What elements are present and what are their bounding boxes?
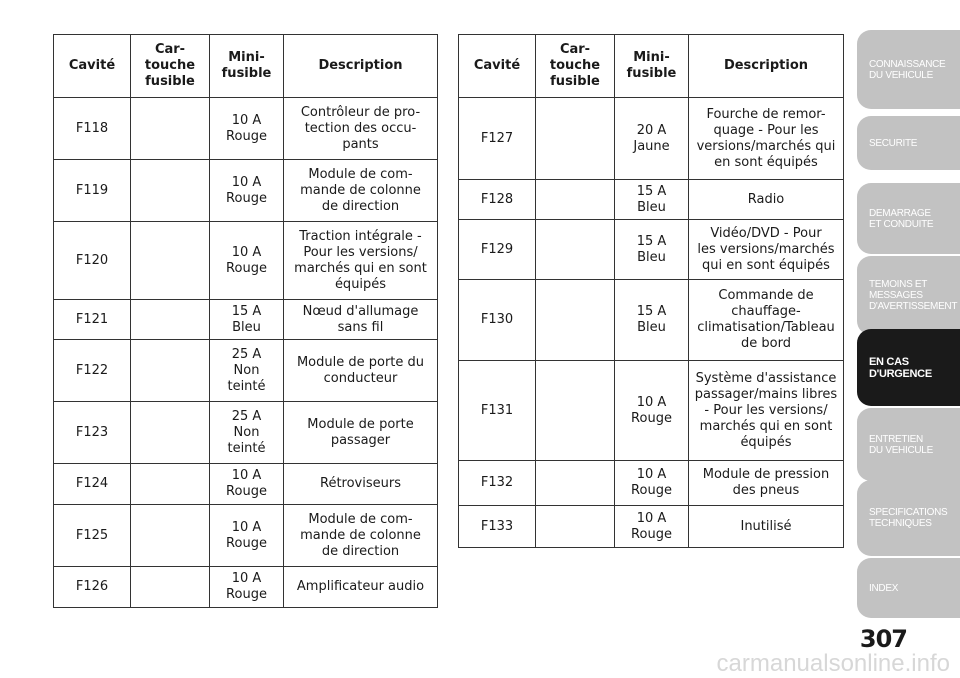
chapter-tabs: [857, 0, 960, 678]
cell-mini-fusible: [210, 160, 284, 222]
cell-car-touche: [131, 505, 210, 567]
cell-line: 10 A: [231, 244, 262, 260]
cell-line: de direction: [321, 543, 400, 559]
cell-line: fusible: [626, 66, 677, 81]
chapter-tab-label: INDEX: [869, 582, 899, 594]
cell-car-touche: [131, 160, 210, 222]
cell-line: Amplificateur audio: [296, 579, 425, 594]
cell-line: 15 A: [636, 304, 667, 319]
cell-description: [689, 220, 844, 280]
cell-car-touche: [536, 280, 615, 361]
cell-line: Vidéo/DVD - Pour: [710, 225, 822, 241]
cell-description: [689, 461, 844, 506]
table-row: [459, 280, 844, 361]
cell-mini-fusible: [615, 361, 689, 461]
chapter-tab-label: TECHNIQUES: [869, 518, 932, 529]
cell-line: tection des occu-: [304, 120, 417, 136]
cell-line: teinté: [227, 440, 266, 456]
cell-description: [284, 222, 438, 300]
cell-line: Fourche de remor-: [706, 106, 826, 122]
cell-line: Traction intégrale -: [299, 228, 422, 244]
chapter-tab-label: DU VEHICULE: [869, 69, 933, 81]
table-row: [54, 340, 438, 402]
cell-line: Rouge: [631, 483, 672, 498]
cell-description: [689, 280, 844, 361]
header-description: Description: [284, 35, 438, 98]
cell-line: fusible: [550, 74, 600, 89]
chapter-tab-label: DEMARRAGE: [869, 207, 931, 219]
cell-line: Jaune: [633, 138, 670, 154]
cell-car-touche: [536, 506, 615, 548]
cell-line: 10 A: [231, 571, 262, 586]
cell-line: 15 A: [636, 183, 667, 199]
cell-line: 25 A: [231, 408, 262, 424]
table-header: [54, 35, 438, 98]
cell-description: [284, 505, 438, 567]
cell-line: de bord: [741, 336, 791, 351]
cell-line: versions/marchés qui: [696, 138, 836, 154]
table-row: [459, 98, 844, 180]
cell-car-touche: [131, 300, 210, 340]
cell-line: Bleu: [637, 320, 666, 335]
chapter-tab-label: D'AVERTISSEMENT: [869, 301, 958, 312]
header-car-touche: [536, 35, 615, 98]
cell-line: de direction: [321, 198, 400, 214]
cell-car-touche: [536, 180, 615, 220]
cell-mini-fusible: [210, 340, 284, 402]
table-row: [54, 98, 438, 160]
cell-description: [284, 160, 438, 222]
cell-car-touche: [536, 461, 615, 506]
cell-mini-fusible: [210, 402, 284, 464]
cell-line: touche: [144, 58, 196, 73]
cell-cavite: F124: [54, 464, 131, 505]
cell-line: - Pour les versions/: [704, 402, 828, 418]
table-row: [459, 180, 844, 220]
cell-line: 15 A: [231, 303, 262, 319]
header-description: Description: [689, 35, 844, 98]
cell-line: des pneus: [732, 483, 800, 498]
cell-line: Nœud d'allumage: [302, 303, 419, 319]
chapter-tab-label: DU VEHICULE: [869, 444, 933, 456]
cell-line: 25 A: [231, 346, 262, 362]
header-cavite: Cavité: [459, 35, 536, 98]
cell-line: Rouge: [226, 190, 267, 206]
table-row: [459, 361, 844, 461]
cell-car-touche: [536, 361, 615, 461]
cell-line: fusible: [145, 74, 195, 89]
cell-mini-fusible: [210, 98, 284, 160]
cell-line: Rouge: [226, 260, 267, 276]
table-row: [54, 464, 438, 505]
cell-line: Rouge: [631, 526, 672, 542]
cell-line: Non: [233, 424, 260, 440]
cell-line: Rouge: [226, 587, 267, 602]
watermark: carmanualsonline.info: [716, 650, 950, 677]
cell-description: [689, 506, 844, 548]
cell-cavite: F129: [459, 220, 536, 280]
cell-mini-fusible: [210, 505, 284, 567]
cell-car-touche: [131, 340, 210, 402]
chapter-tab-label: EN CAS: [869, 355, 909, 368]
cell-description: [284, 464, 438, 505]
cell-description: [689, 361, 844, 461]
cell-cavite: F122: [54, 340, 131, 402]
cell-cavite: F126: [54, 567, 131, 608]
cell-line: Rouge: [226, 484, 267, 499]
cell-mini-fusible: [615, 280, 689, 361]
page-number: 307: [859, 625, 907, 653]
fuse-table-left: [53, 34, 438, 608]
cell-line: passager/mains libres: [694, 386, 838, 402]
cell-cavite: F120: [54, 222, 131, 300]
cell-mini-fusible: [615, 461, 689, 506]
header-car-touche: [131, 35, 210, 98]
cell-line: en sont équipés: [714, 154, 818, 170]
cell-car-touche: [536, 220, 615, 280]
cell-line: Module de pression: [702, 467, 830, 482]
cell-mini-fusible: [615, 506, 689, 548]
table-row: [459, 506, 844, 548]
cell-description: [689, 98, 844, 180]
cell-line: Inutilisé: [740, 518, 792, 534]
table-header: [459, 35, 844, 98]
cell-line: Système d'assistance: [695, 370, 837, 386]
cell-line: touche: [549, 58, 601, 73]
cell-line: Contrôleur de pro-: [300, 104, 421, 120]
cell-line: les versions/marchés: [697, 241, 835, 257]
table-row: [54, 402, 438, 464]
cell-cavite: F131: [459, 361, 536, 461]
cell-line: Rouge: [226, 128, 267, 144]
cell-car-touche: [131, 222, 210, 300]
cell-line: 10 A: [231, 468, 262, 483]
cell-line: 10 A: [231, 174, 262, 190]
cell-line: Rétroviseurs: [320, 476, 401, 491]
cell-cavite: F121: [54, 300, 131, 340]
chapter-tab[interactable]: [857, 116, 960, 170]
table-row: [54, 505, 438, 567]
cell-line: mande de colonne: [300, 527, 421, 543]
cell-car-touche: [131, 464, 210, 505]
cell-line: Pour les versions/: [303, 244, 418, 260]
table-row: [54, 567, 438, 608]
header-mini-fusible: [210, 35, 284, 98]
chapter-tab-label: CONNAISSANCE: [869, 58, 946, 70]
cell-line: Bleu: [637, 249, 666, 265]
cell-line: mande de colonne: [300, 182, 421, 198]
cell-mini-fusible: [210, 464, 284, 505]
cell-description: [284, 300, 438, 340]
cell-line: sans fil: [337, 319, 384, 335]
cell-line: pants: [342, 136, 379, 152]
cell-line: conducteur: [323, 370, 398, 386]
cell-line: chauffage-: [731, 304, 801, 319]
table-row: [54, 160, 438, 222]
chapter-tab-label: ENTRETIEN: [869, 433, 923, 445]
cell-cavite: F130: [459, 280, 536, 361]
cell-description: [284, 567, 438, 608]
cell-line: Non: [233, 362, 260, 378]
cell-description: [284, 402, 438, 464]
cell-mini-fusible: [210, 567, 284, 608]
table-row: [54, 300, 438, 340]
cell-line: 10 A: [636, 467, 667, 482]
cell-line: Mini-: [228, 50, 265, 65]
chapter-tab-label: D'URGENCE: [869, 367, 932, 380]
cell-line: Commande de: [718, 288, 814, 303]
cell-line: Bleu: [232, 319, 261, 335]
chapter-tab[interactable]: [857, 256, 960, 335]
cell-car-touche: [131, 402, 210, 464]
chapter-tab[interactable]: [857, 558, 960, 618]
cell-cavite: F132: [459, 461, 536, 506]
chapter-tab-label: MESSAGES: [869, 290, 923, 301]
chapter-tab-label: ET CONDUITE: [869, 218, 934, 230]
table-row: [459, 461, 844, 506]
cell-line: Module de com-: [308, 511, 413, 527]
cell-line: passager: [330, 432, 391, 448]
cell-line: Bleu: [637, 199, 666, 215]
chapter-tab-label: TEMOINS ET: [869, 279, 928, 290]
cell-line: équipés: [740, 434, 792, 450]
cell-cavite: F133: [459, 506, 536, 548]
header-mini-fusible: [615, 35, 689, 98]
cell-line: quage - Pour les: [713, 122, 819, 138]
cell-line: Rouge: [226, 535, 267, 551]
cell-cavite: F119: [54, 160, 131, 222]
cell-mini-fusible: [615, 220, 689, 280]
chapter-tab[interactable]: [857, 183, 960, 254]
cell-description: [284, 98, 438, 160]
cell-mini-fusible: [210, 300, 284, 340]
cell-line: climatisation/Tableau: [697, 320, 835, 335]
chapter-tab-label: SECURITE: [869, 137, 918, 149]
header-row: [54, 35, 438, 98]
cell-line: 10 A: [231, 519, 262, 535]
cell-description: [284, 340, 438, 402]
cell-mini-fusible: [210, 222, 284, 300]
cell-line: 10 A: [636, 510, 667, 526]
cell-cavite: F123: [54, 402, 131, 464]
cell-cavite: F125: [54, 505, 131, 567]
cell-line: équipés: [334, 276, 387, 292]
chapter-tab[interactable]: [857, 329, 960, 406]
header-row: [459, 35, 844, 98]
cell-line: Rouge: [631, 410, 672, 426]
cell-line: Radio: [747, 191, 785, 207]
cell-line: qui en sont équipés: [702, 257, 830, 273]
header-cavite: Cavité: [54, 35, 131, 98]
cell-car-touche: [131, 567, 210, 608]
cell-line: Mini-: [633, 50, 670, 65]
table-body: [54, 98, 438, 608]
cell-line: Module de porte du: [296, 354, 425, 370]
cell-mini-fusible: [615, 180, 689, 220]
cell-line: 10 A: [636, 394, 667, 410]
cell-line: Car-: [559, 42, 591, 57]
table-row: [459, 220, 844, 280]
cell-car-touche: [131, 98, 210, 160]
cell-line: Module de porte: [307, 416, 414, 432]
table-body: [459, 98, 844, 548]
cell-line: 15 A: [636, 233, 667, 249]
chapter-tab[interactable]: [857, 480, 960, 556]
cell-line: Car-: [154, 42, 186, 57]
cell-description: [689, 180, 844, 220]
cell-line: 20 A: [636, 122, 667, 138]
cell-cavite: F127: [459, 98, 536, 180]
cell-line: marchés qui en sont: [294, 260, 427, 276]
cell-line: fusible: [221, 66, 272, 81]
cell-line: 10 A: [231, 112, 262, 128]
cell-line: teinté: [227, 378, 266, 394]
table-row: [54, 222, 438, 300]
chapter-tab-label: SPECIFICATIONS: [869, 507, 948, 518]
cell-mini-fusible: [615, 98, 689, 180]
cell-line: marchés qui en sont: [699, 418, 833, 434]
cell-car-touche: [536, 98, 615, 180]
cell-line: Module de com-: [308, 166, 413, 182]
cell-cavite: F128: [459, 180, 536, 220]
fuse-table-right: [458, 34, 844, 548]
chapter-tab[interactable]: [857, 30, 960, 109]
cell-cavite: F118: [54, 98, 131, 160]
chapter-tab[interactable]: [857, 408, 960, 481]
